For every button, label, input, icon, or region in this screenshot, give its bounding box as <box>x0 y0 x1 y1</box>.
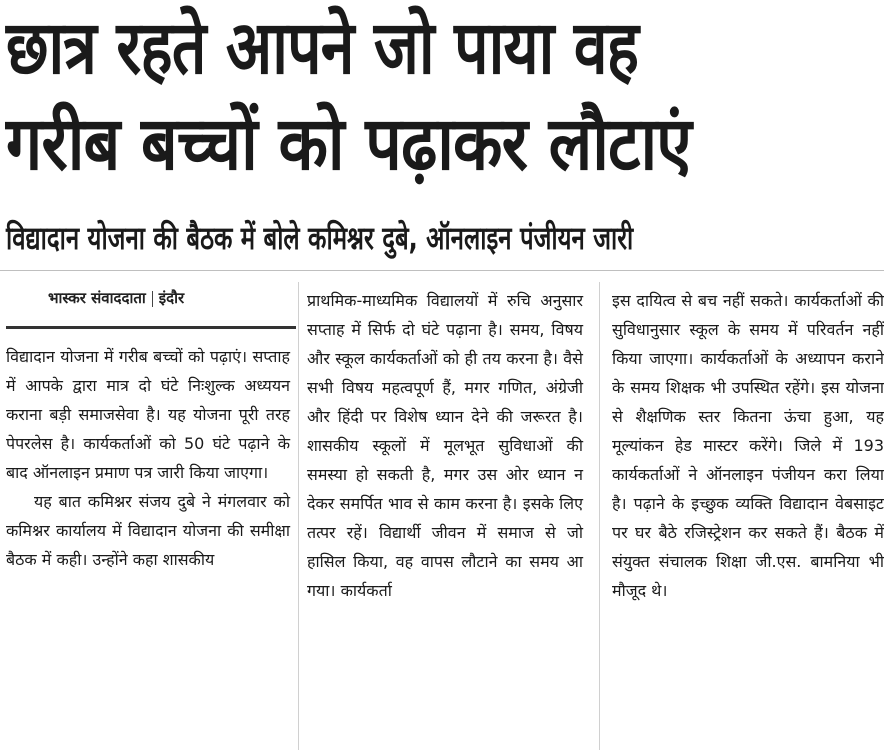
byline <box>48 288 298 308</box>
column-separator <box>298 282 299 750</box>
article-column-2 <box>307 286 583 605</box>
paragraph: यह बात कमिश्नर संजय दुबे ने मंगलवार को कमिश्नर कार्यालय में विद्यादान योजना की समीक्षा बैठक में कही। उन्होंने कहा शासकीय <box>6 492 290 569</box>
subheadline-text: विद्यादान योजना की बैठक में बोले कमिश्नर दुबे, ऑनलाइन पंजीयन जारी <box>6 219 634 257</box>
byline-place: इंदौर <box>158 289 185 307</box>
headline <box>6 0 878 192</box>
byline-underline <box>6 326 296 329</box>
paragraph: इस दायित्व से बच नहीं सकते। कार्यकर्ताओं की सुविधानुसार स्कूल के समय में परिवर्तन नहीं किया जाएगा। कार्यकर्ताओं के अध्यापन कराने के समय शिक्षक भी उपस्थित रहेंगे। इस योजना से शैक्षणिक स्तर कितना ऊंचा हुआ, यह मूल्यांकन हेड मास्टर करेंगे। जिले में 193 कार्यकर्ताओं ने ऑनलाइन पंजीयन करा लिया है। पढ़ाने के इच्छुक व्यक्ति विद्यादान वेबसाइट पर घर बैठे रजिस्ट्रेशन कर सकते हैं। बैठक में संयुक्त संचालक शिक्षा जी.एस. बामनिया भी मौजूद थे। <box>612 291 884 600</box>
paragraph: प्राथमिक-माध्यमिक विद्यालयों में रुचि अनुसार सप्ताह में सिर्फ दो घंटे पढ़ाना है। समय, विषय और स्कूल कार्यकर्ताओं को ही तय करना है। वैसे सभी विषय महत्वपूर्ण हैं, मगर गणित, अंग्रेजी और हिंदी पर विशेष ध्यान देने की जरूरत है। शासकीय स्कूलों में मूलभूत सुविधाओं की समस्या हो सकती है, मगर उस ओर ध्यान न देकर समर्पित भाव से काम करना है। इसके लिए तत्पर रहें। विद्यार्थी जीवन में समाज से जो हासिल किया, वह वापस लौटाने का समय आ गया। कार्यकर्ता <box>307 291 583 600</box>
article-column-1 <box>6 342 290 574</box>
column-separator <box>599 282 600 750</box>
byline-agency: भास्कर संवाददाता <box>48 289 146 307</box>
article-column-3 <box>612 286 884 605</box>
headline-line-1: छात्र रहते आपने जो पाया वह <box>6 5 639 91</box>
byline-separator <box>152 291 153 307</box>
paragraph: विद्यादान योजना में गरीब बच्चों को पढ़ाएं। सप्ताह में आपके द्वारा मात्र दो घंटे निःशुल्क अध्ययन कराना बड़ी समाजसेवा है। यह योजना पूरी तरह पेपरलेस है। कार्यकर्ताओं को 50 घंटे पढ़ाने के बाद ऑनलाइन प्रमाण पत्र जारी किया जाएगा। <box>6 347 290 482</box>
divider-rule <box>0 270 884 271</box>
headline-line-2: गरीब बच्चों को पढ़ाकर लौटाएं <box>6 101 692 187</box>
subheadline <box>6 214 884 262</box>
